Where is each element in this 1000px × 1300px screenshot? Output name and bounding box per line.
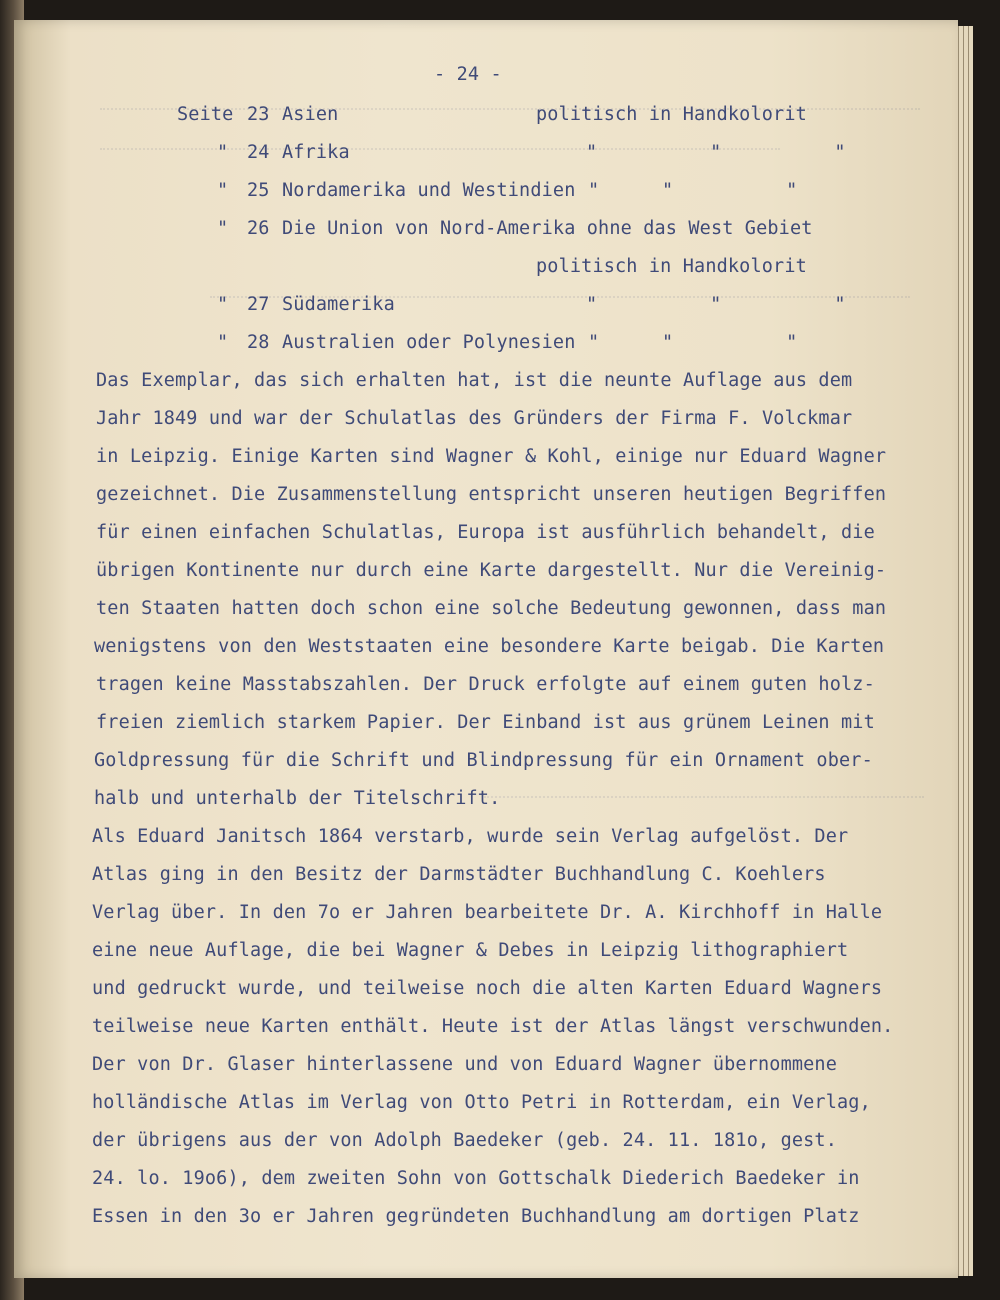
body-line: 24. lo. 19o6), dem zweiten Sohn von Gottschalk Diederich Baedeker in xyxy=(92,1168,860,1189)
map-list-title: Australien oder Polynesien xyxy=(282,332,576,353)
map-list-number: 23 xyxy=(247,104,270,125)
map-list-title: Südamerika xyxy=(282,294,395,315)
body-line: für einen einfachen Schulatlas, Europa ist ausführlich behandelt, die xyxy=(96,522,875,543)
map-list-number: 24 xyxy=(247,142,270,163)
map-list-seite: " xyxy=(217,332,229,353)
map-list-type: " " xyxy=(662,332,798,353)
map-list-title: Asien xyxy=(282,104,339,125)
map-list-seite: " xyxy=(217,218,229,239)
body-line: holländische Atlas im Verlag von Otto Petri in Rotterdam, ein Verlag, xyxy=(92,1092,871,1113)
map-list-number: 25 xyxy=(247,180,270,201)
map-list-type: " " " xyxy=(586,142,846,163)
map-list-type: politisch in Handkolorit xyxy=(536,104,807,125)
body-line: Goldpressung für die Schrift und Blindpressung für ein Ornament ober- xyxy=(94,750,873,771)
map-list-title: Afrika xyxy=(282,142,350,163)
map-list-type: " " xyxy=(662,180,798,201)
body-line: der übrigens aus der von Adolph Baedeker (geb. 24. 11. 181o, gest. xyxy=(92,1130,838,1151)
map-list-title: Nordamerika und Westindien xyxy=(282,180,576,201)
page-number: - 24 - xyxy=(434,64,502,85)
map-list-number: 28 xyxy=(247,332,270,353)
map-list-quote: " xyxy=(588,180,600,201)
body-line: ten Staaten hatten doch schon eine solche Bedeutung gewonnen, dass man xyxy=(96,598,887,619)
body-line: tragen keine Masstabszahlen. Der Druck erfolgte auf einem guten holz- xyxy=(96,674,875,695)
body-line: eine neue Auflage, die bei Wagner & Debes in Leipzig lithographiert xyxy=(92,940,849,961)
page-stack-edge xyxy=(968,26,973,1276)
body-line: in Leipzig. Einige Karten sind Wagner & Kohl, einige nur Eduard Wagner xyxy=(96,446,887,467)
body-line: halb und unterhalb der Titelschrift. xyxy=(94,788,501,809)
body-line: teilweise neue Karten enthält. Heute ist der Atlas längst verschwunden. xyxy=(92,1016,894,1037)
body-line: freien ziemlich starkem Papier. Der Einband ist aus grünem Leinen mit xyxy=(96,712,875,733)
map-list-number: 27 xyxy=(247,294,270,315)
body-line: Verlag über. In den 7o er Jahren bearbeitete Dr. A. Kirchhoff in Halle xyxy=(92,902,883,923)
document-page xyxy=(14,20,958,1278)
map-list-type: politisch in Handkolorit xyxy=(536,256,807,277)
map-list-number: 26 xyxy=(247,218,270,239)
body-line: Atlas ging in den Besitz der Darmstädter Buchhandlung C. Koehlers xyxy=(92,864,826,885)
body-line: und gedruckt wurde, und teilweise noch die alten Karten Eduard Wagners xyxy=(92,978,883,999)
body-line: Der von Dr. Glaser hinterlassene und von Eduard Wagner übernommene xyxy=(92,1054,838,1075)
map-list-title: Die Union von Nord-Amerika ohne das West Gebiet xyxy=(282,218,813,239)
body-line: übrigen Kontinente nur durch eine Karte dargestellt. Nur die Vereinig- xyxy=(96,560,887,581)
map-list-type: " " " xyxy=(586,294,846,315)
body-line: Essen in den 3o er Jahren gegründeten Buchhandlung am dortigen Platz xyxy=(92,1206,860,1227)
body-line: Jahr 1849 und war der Schulatlas des Gründers der Firma F. Volckmar xyxy=(96,408,853,429)
body-line: gezeichnet. Die Zusammenstellung entspricht unseren heutigen Begriffen xyxy=(96,484,887,505)
map-list-seite: Seite xyxy=(177,104,234,125)
map-list-quote: " xyxy=(588,332,600,353)
map-list-seite: " xyxy=(217,180,229,201)
body-line: wenigstens von den Weststaaten eine besondere Karte beigab. Die Karten xyxy=(94,636,885,657)
body-line: Das Exemplar, das sich erhalten hat, ist die neunte Auflage aus dem xyxy=(96,370,853,391)
map-list-seite: " xyxy=(217,294,229,315)
body-line: Als Eduard Janitsch 1864 verstarb, wurde sein Verlag aufgelöst. Der xyxy=(92,826,849,847)
show-through-shadow xyxy=(484,796,924,808)
map-list-seite: " xyxy=(217,142,229,163)
